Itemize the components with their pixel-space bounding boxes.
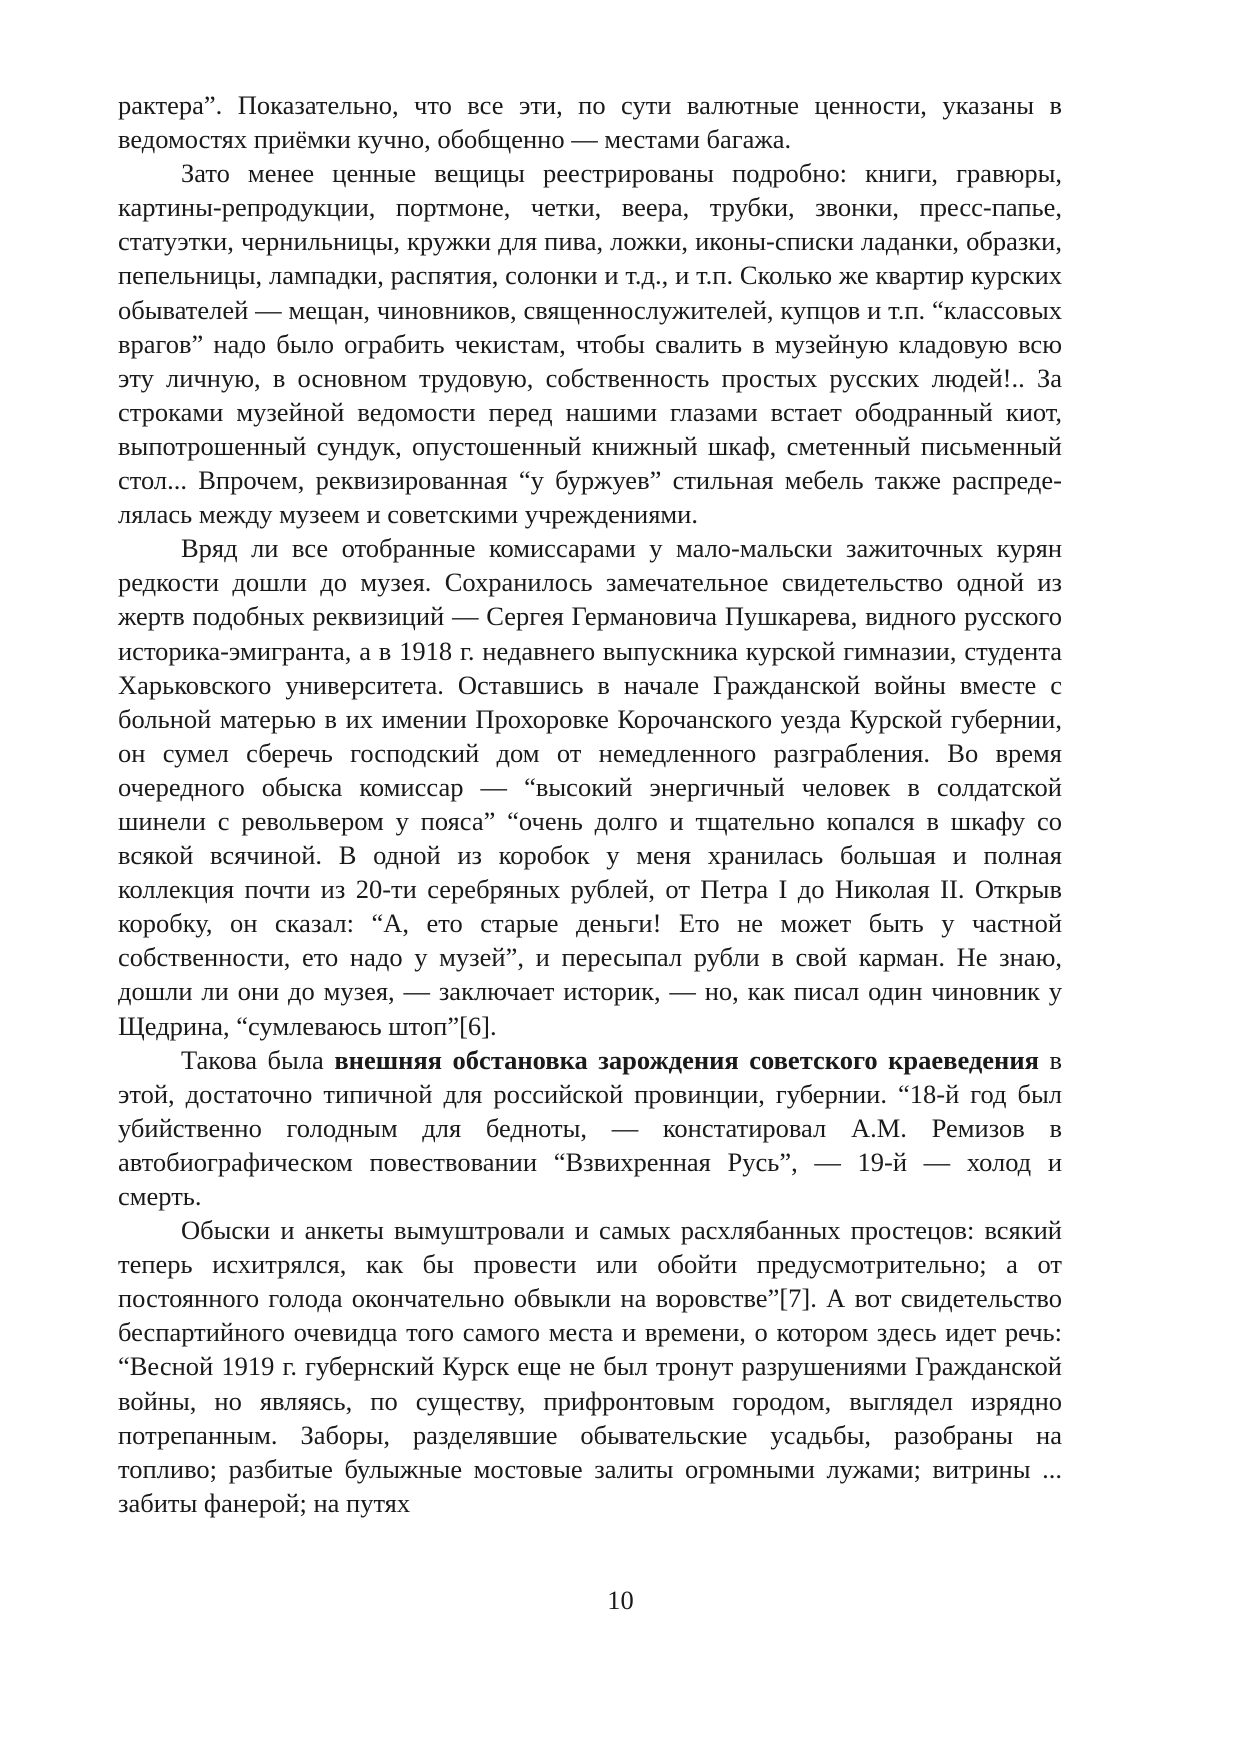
paragraph-kursk-1919: Обыски и анкеты вымуштровали и самых расхлябанных простецов: всякий теперь исхитрялся, как бы провести или обойти предусмотрительно; а от постоянного голода окончательно обвыкли на воровстве”[7]. А вот свидетельство беспартийного очевидца того самого места и времени, о котором здесь идет речь: “Весной 1919 г. губернский Курск еще не был тронут разрушениями Гражданской войны, но являясь, по существу, прифронтовым городом, выглядел изрядно потрепанным. Заборы, разделявшие обывательские усадьбы, разобраны на топливо; разбитые булыжные мостовые залиты огромными лужами; витрины ... забиты фанерой; на путях bbox=[118, 1215, 1062, 1518]
paragraph-valuables-list: Зато менее ценные вещицы реестрированы подробно: книги, гравюры, картины-репродукции, портмоне, четки, веера, трубки, звонки, пресс-папье, статуэтки, чернильницы, кружки для пива, ложки, иконы-списки ладанки, образки, пепельницы, лампадки, распятия, солонки и т.д., и т.п. Сколько же квартир курских обывателей — мещан, чиновников, священнослужителей, купцов и т.п. “классовых врагов” надо было ограбить чекистам, чтобы свалить в музейную кладовую всю эту личную, в основном трудовую, собственность простых русских людей!.. За строками музейной ведомости перед нашими глазами встает ободранный киот, выпотрошенный сундук, опустошенный книжный шкаф, сметенный письменный стол... Впрочем, реквизированная “у буржуев” стильная мебель также распределялась между музеем и советскими учреждениями. bbox=[118, 158, 1062, 530]
paragraph-remizov-quote bbox=[118, 1043, 1062, 1213]
document-page bbox=[118, 88, 1062, 1520]
page-number: 10 bbox=[607, 1585, 634, 1615]
paragraph-remizov-after: в этой, достаточно типичной для российской провинции, губернии. “18-й год был убийственно голодным для бедноты, — констатировал А.М. Ремизов в автобиографическом повествовании “Взвихренная Русь”, — 19-й — холод и смерть. bbox=[118, 1044, 1062, 1211]
paragraph-remizov-before: Такова была bbox=[181, 1044, 335, 1075]
paragraph-continuation: рактера”. Показательно, что все эти, по сути валютные ценности, указаны в ведомостях приёмки кучно, обобщенно — местами багажа. bbox=[118, 90, 1062, 155]
paragraph-remizov-bold-phrase: внешняя обстановка зарождения советского краеведения bbox=[334, 1044, 1039, 1075]
paragraph-pushkarev-testimony: Вряд ли все отобранные комиссарами у мало-мальски зажиточных курян редкости дошли до музея. Сохранилось замечательное свидетельство одной из жертв подобных реквизиций — Сергея Германовича Пушкарева, видного русского историка-эмигранта, а в 1918 г. недавнего выпускника курской гимназии, студента Харьковского университета. Оставшись в начале Гражданской войны вместе с больной матерью в их имении Прохоровке Корочанского уезда Курской губернии, он сумел сберечь господский дом от немедленного разграбления. Во время очередного обыска комиссар — “высокий энергичный человек в солдатской шинели с револьвером у пояса” “очень долго и тщательно копался в шкафу со всякой всячиной. В одной из коробок у меня хранилась большая и полная коллекция почти из 20-ти серебряных рублей, от Петра I до Николая II. Открыв коробку, он сказал: “А, ето старые деньги! Ето не может быть у частной собственности, ето надо у музей”, и пересыпал рубли в свой карман. Не знаю, дошли ли они до музея, — заключает историк, — но, как писал один чиновник у Щедрина, “сумлеваюсь штоп”[6]. bbox=[118, 533, 1062, 1041]
